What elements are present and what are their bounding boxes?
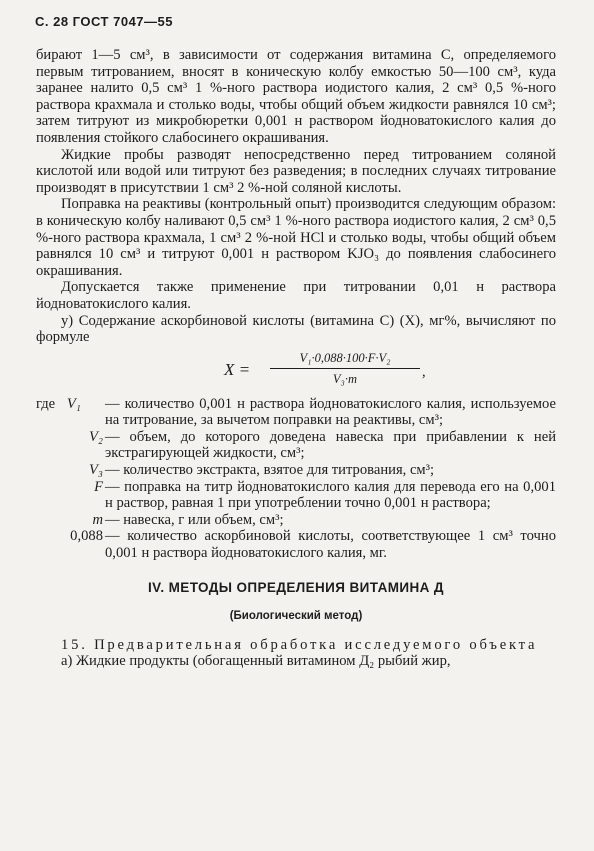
formula-denominator: V₃·m: [332, 372, 358, 387]
paragraph-titration-procedure: бирают 1—5 см³, в зависимости от содержания витамина С, определяемого первым титрованием, вносят в коническую колбу емкостью 50—100 см³, куда заранее налито 0,5 см³ 1 %-ного раствора иодистого калия, 2 см³ 0,5 %-ного раствора крахмала и столько воды, чтобы общий объем жидкости равнялся 10 см³; затем титруют из микробюретки 0,001 н раствором йодноватокислого калия до появления стойкого слабосинего окрашивания.: [36, 47, 556, 146]
definition-text: — поправка на титр йодноватокислого калия для перевода его на 0,001 н раствор, равная 1 при употреблении точно 0,001 н раствора;: [105, 478, 556, 512]
definition-lead: [36, 429, 105, 462]
paragraph-liquid-samples: Жидкие пробы разводят непосредственно перед титрованием соляной кислотой или водой или титруют без разведения; в последних случаях титрование производят в присутствии 1 см³ 2 %-ной соляной кислоты.: [36, 146, 556, 196]
paragraph-allowed-solution: Допускается также применение при титровании 0,01 н раствора йодноватокислого калия.: [36, 279, 556, 312]
definition-symbol: F: [94, 478, 103, 495]
definition-row: [36, 512, 556, 529]
paragraph-reagent-correction: Поправка на реактивы (контрольный опыт) производится следующим образом: в коническую колбу наливают 0,5 см³ 1 %-ного раствора иодистого калия, 2 см³ 0,5 %-ного раствора крахмала, 1 см³ 2 %-ной HCl и столько воды, чтобы общий объем равнялся 10 см³ и титруют 0,001 н раствором KJO₃ до появления слабосинего окрашивания.: [36, 196, 556, 279]
definition-row: [36, 429, 556, 462]
definition-lead: [36, 528, 105, 561]
definition-symbol: m: [92, 511, 103, 528]
formula-lhs: X =: [224, 359, 251, 379]
definition-symbol: V₂: [89, 428, 103, 445]
definition-lead: [36, 479, 105, 512]
formula-fraction: [270, 350, 420, 388]
formula-trailing-comma: ,: [422, 363, 426, 380]
definition-lead: [36, 462, 105, 479]
section-subtitle: (Биологический метод): [229, 610, 363, 623]
definition-text: — навеска, г или объем, см³;: [105, 511, 284, 528]
definition-symbol: 0,088: [70, 528, 103, 545]
paragraph-formula-intro: у) Содержание аскорбиновой кислоты (витамина С) (X), мг%, вычисляют по формуле: [36, 312, 556, 346]
definition-lead: где V₁: [36, 395, 81, 412]
definition-text: — объем, до которого доведена навеска при прибавлении к ней экстрагирующей жидкости, см³;: [105, 428, 556, 462]
formula-definitions: [36, 396, 556, 562]
definition-row: [36, 396, 556, 429]
definition-text: — количество экстракта, взятое для титрования, см³;: [105, 462, 435, 479]
definition-symbol: V₃: [89, 462, 103, 479]
definition-lead: [36, 512, 105, 529]
definition-text: — количество аскорбиновой кислоты, соответствующее 1 см³ точно 0,001 н раствора йодноватокислого калия, мг.: [105, 528, 556, 562]
clause-heading: 15. Предварительная обработка исследуемого объекта: [61, 636, 538, 653]
page-header: С. 28 ГОСТ 7047—55: [35, 14, 173, 29]
definition-row: [36, 462, 556, 479]
body-text: [36, 47, 556, 670]
definition-symbol: V₁: [66, 395, 81, 412]
definition-text: — количество 0,001 н раствора йодноватокислого калия, используемое на титрование, за вычетом поправки на реактивы, см³;: [105, 395, 556, 429]
formula-numerator: V₁·0,088·100·F·V₂: [270, 350, 420, 370]
section-title: IV. МЕТОДЫ ОПРЕДЕЛЕНИЯ ВИТАМИНА Д: [148, 579, 444, 595]
definition-row: [36, 479, 556, 512]
definition-row: [36, 528, 556, 561]
vitamin-c-formula: [36, 350, 556, 392]
clause-item-a: а) Жидкие продукты (обогащенный витамином Д₂ рыбий жир,: [61, 653, 451, 670]
